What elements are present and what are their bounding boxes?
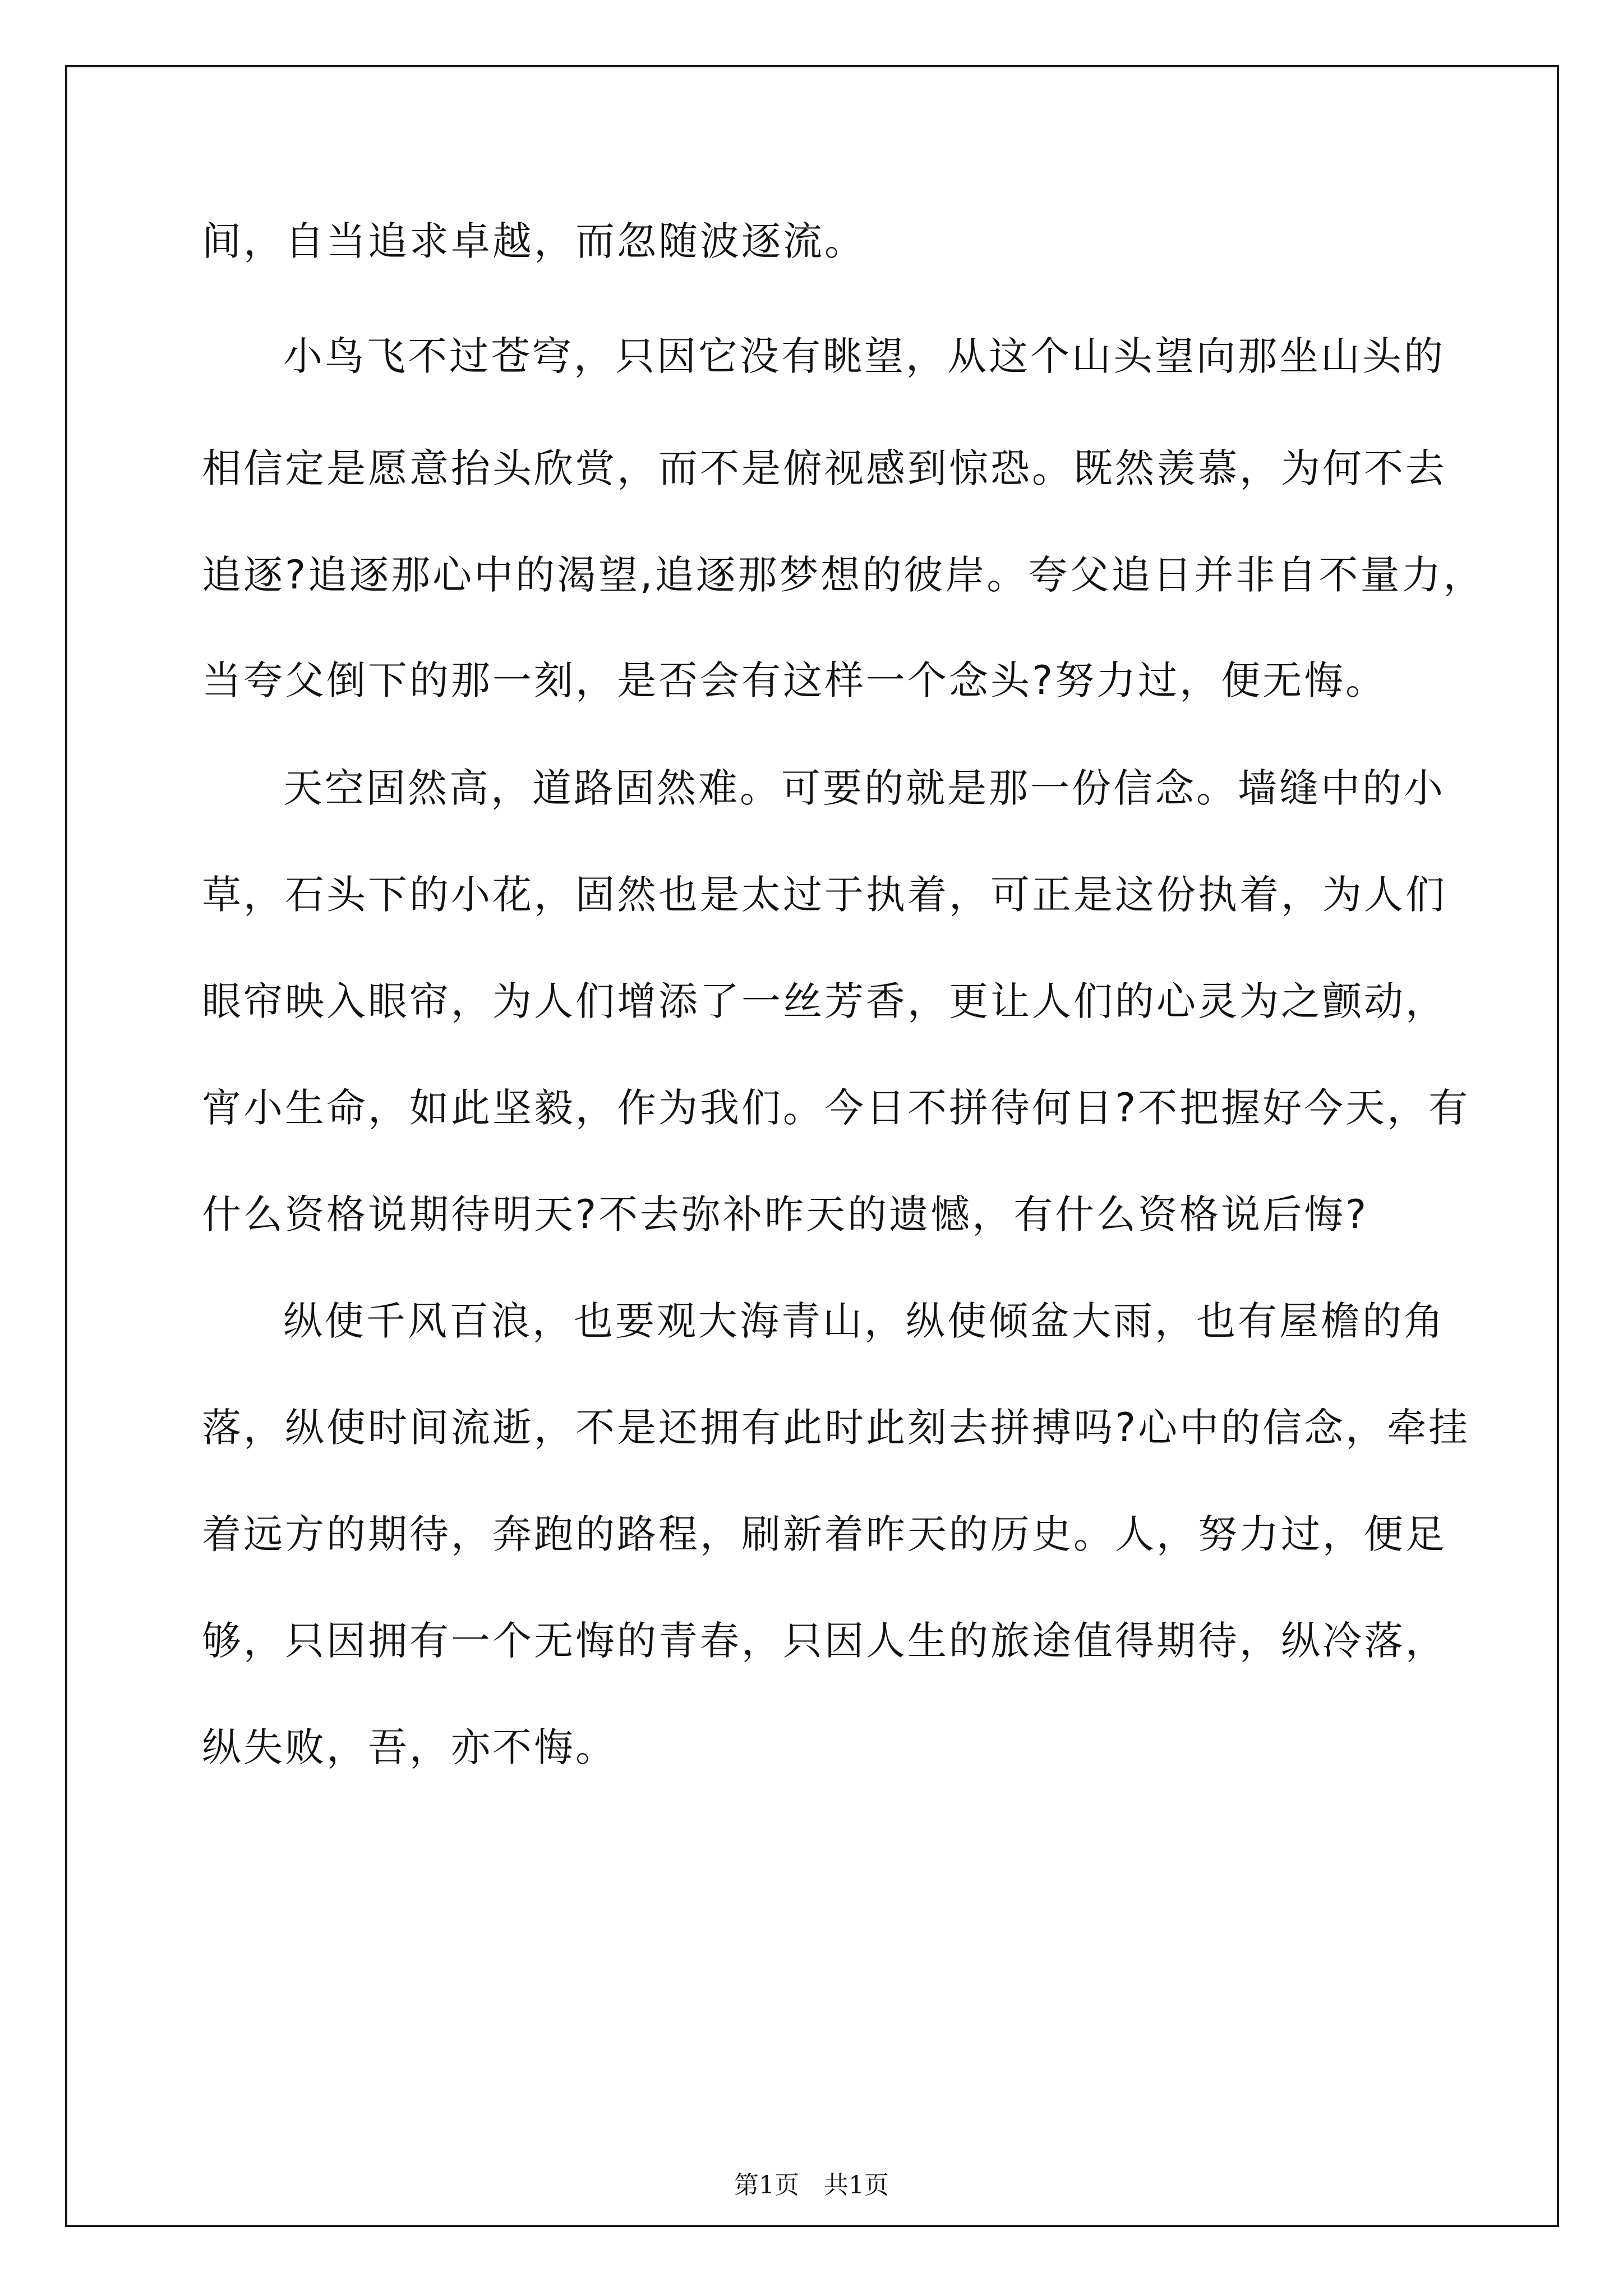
text-line: 追逐?追逐那心中的渴望,追逐那梦想的彼岸。夸父追日并非自不量力，: [202, 552, 1485, 598]
paragraph-start-line: 天空固然高，道路固然难。可要的就是那一份信念。墙缝中的小: [283, 765, 1445, 811]
text-line: 着远方的期待，奔跑的路程，刷新着昨天的历史。人，努力过，便足: [202, 1511, 1447, 1557]
text-line: 什么资格说期待明天?不去弥补昨天的遗憾，有什么资格说后悔?: [202, 1191, 1369, 1237]
paragraph-start-line: 小鸟飞不过苍穹，只因它没有眺望，从这个山头望向那坐山头的: [283, 333, 1445, 379]
text-line: 够，只因拥有一个无悔的青春，只因人生的旅途值得期待，纵冷落，: [202, 1618, 1447, 1664]
paragraph-start-line: 纵使千风百浪，也要观大海青山，纵使倾盆大雨，也有屋檐的角: [283, 1298, 1445, 1344]
text-line: 眼帘映入眼帘，为人们增添了一丝芳香，更让人们的心灵为之颤动，: [202, 978, 1447, 1024]
text-line: 间，自当追求卓越，而忽随波逐流。: [202, 218, 866, 264]
page-number: 第1页 共1页: [734, 2171, 889, 2200]
text-line: 纵失败，吾，亦不悔。: [202, 1724, 617, 1770]
text-line: 当夸父倒下的那一刻，是否会有这样一个念头?努力过，便无悔。: [202, 657, 1387, 703]
text-line: 草，石头下的小花，固然也是太过于执着，可正是这份执着，为人们: [202, 872, 1447, 918]
text-line: 落，纵使时间流逝，不是还拥有此时此刻去拼搏吗?心中的信念，牵挂: [202, 1405, 1470, 1451]
text-line: 相信定是愿意抬头欣赏，而不是俯视感到惊恐。既然羡慕，为何不去: [202, 445, 1447, 491]
text-line: 宵小生命，如此坚毅，作为我们。今日不拼待何日?不把握好今天，有: [202, 1085, 1470, 1131]
page-border: [65, 65, 1559, 2227]
